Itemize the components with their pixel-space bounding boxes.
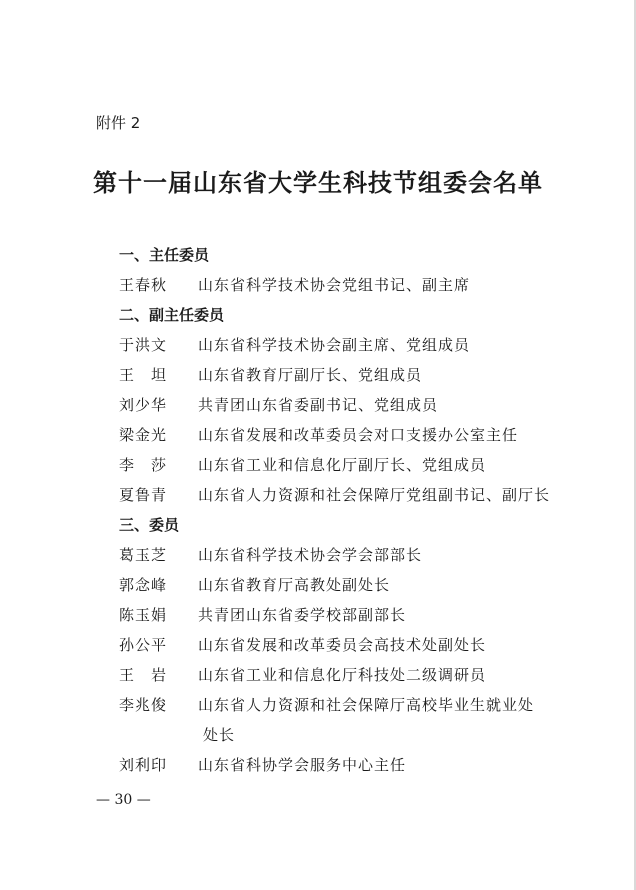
attachment-label: 附件 2 xyxy=(96,114,141,132)
member-position: 山东省发展和改革委员会高技术处副处长 xyxy=(198,636,487,654)
member-position: 山东省教育厅副厅长、党组成员 xyxy=(198,366,423,384)
member-name: 李 莎 xyxy=(119,456,168,474)
page-number: — 30 — xyxy=(96,792,151,808)
member-name: 刘少华 xyxy=(119,396,168,414)
member-name: 陈玉娟 xyxy=(119,606,168,624)
member-position: 山东省工业和信息化厅副厅长、党组成员 xyxy=(198,456,487,474)
member-name: 葛玉芝 xyxy=(119,546,168,564)
member-name: 李兆俊 xyxy=(119,696,168,714)
member-name: 梁金光 xyxy=(119,426,168,444)
member-position: 山东省人力资源和社会保障厅党组副书记、副厅长 xyxy=(198,486,551,504)
section-heading: 三、委员 xyxy=(119,516,180,534)
member-position: 山东省科协学会服务中心主任 xyxy=(198,756,407,774)
member-name: 王 坦 xyxy=(119,366,168,384)
member-position: 山东省发展和改革委员会对口支援办公室主任 xyxy=(198,426,519,444)
member-name: 于洪文 xyxy=(119,336,168,354)
member-position: 共青团山东省委副书记、党组成员 xyxy=(198,396,439,414)
member-position: 共青团山东省委学校部副部长 xyxy=(198,606,407,624)
section-heading: 一、主任委员 xyxy=(119,246,210,264)
member-position: 山东省教育厅高教处副处长 xyxy=(198,576,391,594)
document-title: 第十一届山东省大学生科技节组委会名单 xyxy=(93,168,543,197)
member-position: 山东省人力资源和社会保障厅高校毕业生就业处 xyxy=(198,696,535,714)
member-position: 山东省科学技术协会副主席、党组成员 xyxy=(198,336,471,354)
member-position: 山东省科学技术协会学会部部长 xyxy=(198,546,423,564)
member-name: 刘利印 xyxy=(119,756,168,774)
member-name: 夏鲁青 xyxy=(119,486,168,504)
section-heading: 二、副主任委员 xyxy=(119,306,225,324)
member-position: 山东省工业和信息化厅科技处二级调研员 xyxy=(198,666,487,684)
member-name: 王 岩 xyxy=(119,666,168,684)
member-name: 孙公平 xyxy=(119,636,168,654)
member-name: 郭念峰 xyxy=(119,576,168,594)
member-name: 王春秋 xyxy=(119,276,168,294)
member-position: 山东省科学技术协会党组书记、副主席 xyxy=(198,276,471,294)
member-position-continued: 处长 xyxy=(203,726,236,744)
